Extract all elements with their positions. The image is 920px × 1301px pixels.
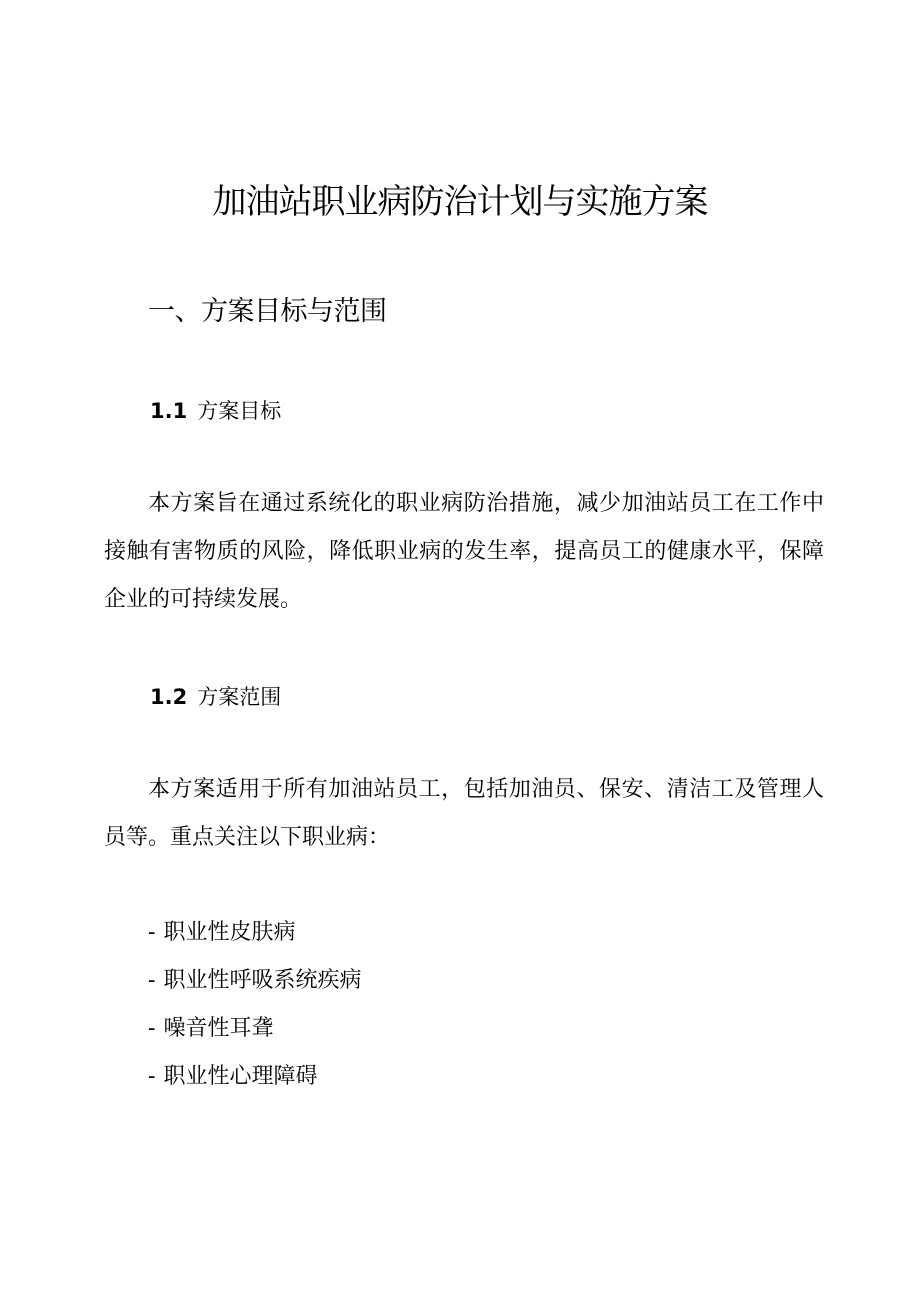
subsection-number: 1.1 [150,399,188,423]
paragraph-goal: 本方案旨在通过系统化的职业病防治措施，减少加油站员工在工作中接触有害物质的风险，降低职业病的发生率，提高员工的健康水平，保障企业的可持续发展。 [104,491,824,612]
list-item [148,957,361,1005]
document-title: 加油站职业病防治计划与实施方案 [212,182,708,222]
list-item [148,909,361,957]
list-item-text: 职业性心理障碍 [163,1064,318,1089]
subsection-heading-1-2 [150,682,281,712]
subsection-number: 1.2 [150,685,188,709]
list-item [148,1005,361,1053]
disease-list [148,909,361,1101]
list-marker: - [148,1064,156,1089]
subsection-heading-1-1 [150,396,281,426]
list-item-text: 职业性呼吸系统疾病 [163,968,362,993]
list-item-text: 噪音性耳聋 [163,1016,274,1041]
subsection-title: 方案目标 [197,399,282,423]
paragraph-scope: 本方案适用于所有加油站员工，包括加油员、保安、清洁工及管理人员等。重点关注以下职业病： [104,777,824,850]
list-item-text: 职业性皮肤病 [163,920,296,945]
section-heading-1: 一、方案目标与范围 [148,296,387,327]
subsection-title: 方案范围 [197,685,282,709]
list-marker: - [148,968,156,993]
list-item [148,1053,361,1101]
list-marker: - [148,920,156,945]
list-marker: - [148,1016,156,1041]
